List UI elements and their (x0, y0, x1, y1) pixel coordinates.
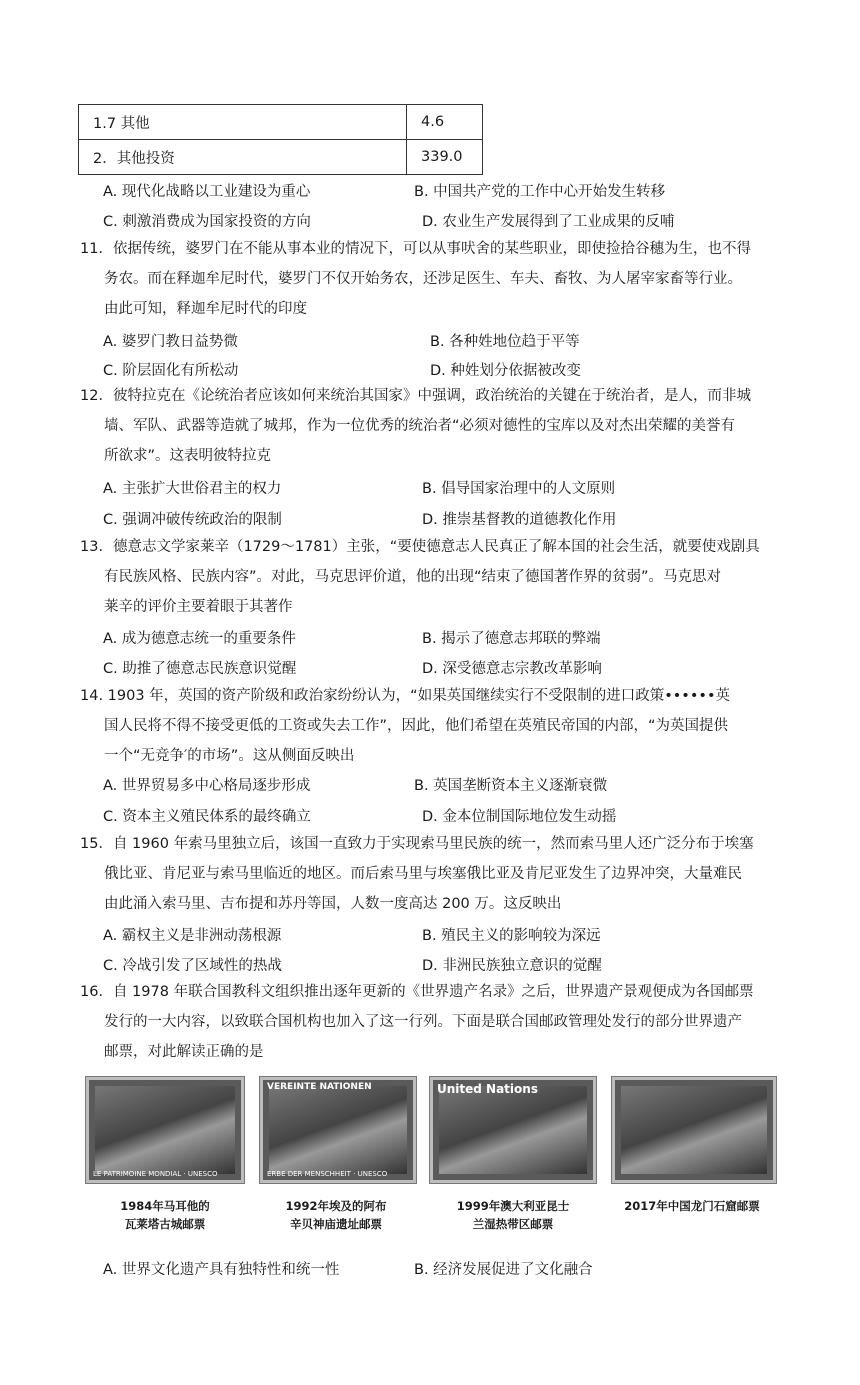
stamp-image (439, 1086, 587, 1174)
q15-option-d: D. 非洲民族独立意识的觉醒 (422, 958, 602, 974)
stamp-footer: ERBE DER MENSCHHEIT · UNESCO (267, 1170, 388, 1178)
q16-option-b: B. 经济发展促进了文化融合 (414, 1262, 593, 1278)
q13-option-d: D. 深受德意志宗教改革影响 (422, 661, 602, 677)
q10-option-c: C. 刺激消费成为国家投资的方向 (103, 214, 311, 230)
table-cell-value: 339.0 (407, 140, 483, 175)
q14-option-b: B. 英国垄断资本主义逐渐衰微 (414, 778, 608, 794)
q10-option-b: B. 中国共产党的工作中心开始发生转移 (414, 184, 666, 200)
q10-option-a: A. 现代化战略以工业建设为重心 (103, 184, 311, 200)
q16-option-a: A. 世界文化遗产具有独特性和统一性 (103, 1262, 340, 1278)
stamp-valletta (86, 1077, 244, 1183)
stamp-caption-line: 辛贝神庙遗址邮票 (290, 1217, 382, 1231)
stamp-caption-line: 2017年中国龙门石窟邮票 (624, 1199, 760, 1213)
stamp-caption-line: 1992年埃及的阿布 (285, 1199, 387, 1213)
question-text-line: 由此可知，释迦牟尼时代的印度 (104, 301, 307, 317)
stamp-header: United Nations (437, 1082, 538, 1096)
question-text-line: 务农。而在释迦牟尼时代，婆罗门不仅开始务农，还涉足医生、车夫、畜牧、为人屠宰家畜等行业。 (104, 271, 742, 287)
question-16 (80, 977, 754, 1067)
question-text-line: 国人民将不得不接受更低的工资或失去工作”，因此，他们希望在英殖民帝国的内部，“为英国提供 (104, 718, 729, 734)
q14-option-a: A. 世界贸易多中心格局逐步形成 (103, 778, 311, 794)
question-11 (80, 234, 751, 324)
question-text-line: 由此涌入索马里、吉布提和苏丹等国，人数一度高达 200 万。这反映出 (104, 896, 562, 912)
q12-option-a: A. 主张扩大世俗君主的权力 (103, 481, 282, 497)
stamp-caption (606, 1197, 778, 1215)
q14-option-d: D. 金本位制国际地位发生动摇 (422, 809, 617, 825)
stamp-longmen (612, 1077, 776, 1183)
q15-option-c: C. 冷战引发了区域性的热战 (103, 958, 282, 974)
q11-option-a: A. 婆罗门教日益势微 (103, 334, 238, 350)
question-13 (80, 532, 760, 622)
question-text-line: 11．依据传统，婆罗门在不能从事本业的情况下，可以从事吠舍的某些职业，即使捡拾谷穗为生，也不得 (80, 241, 751, 257)
q13-option-c: C. 助推了德意志民族意识觉醒 (103, 661, 297, 677)
q12-option-c: C. 强调冲破传统政治的限制 (103, 512, 282, 528)
stamp-caption-line: 兰湿热带区邮票 (472, 1217, 554, 1231)
stamp-image (621, 1086, 767, 1174)
stamp-footer: LE PATRIMOINE MONDIAL · UNESCO (93, 1170, 218, 1178)
question-15 (80, 829, 754, 919)
q12-option-b: B. 倡导国家治理中的人文原则 (422, 481, 616, 497)
question-text-line: 发行的一大内容，以致联合国机构也加入了这一行列。下面是联合国邮政管理处发行的部分世界遗产 (104, 1014, 742, 1030)
q10-option-d: D. 农业生产发展得到了工业成果的反哺 (422, 214, 675, 230)
q12-option-d: D. 推崇基督教的道德教化作用 (422, 512, 617, 528)
question-text-line: 一个“无竞争′的市场”。这从侧面反映出 (104, 748, 355, 764)
q11-option-b: B. 各种姓地位趋于平等 (430, 334, 580, 350)
stamp-caption-line: 瓦莱塔古城邮票 (124, 1217, 206, 1231)
question-text-line: 有民族风格、民族内容”。对此，马克思评价道，他的出现“结束了德国著作界的贫弱”。马克思对 (104, 569, 722, 585)
stamp-caption-line: 1999年澳大利亚昆士 (456, 1199, 570, 1213)
stamp-image (269, 1086, 407, 1174)
stamp-caption (430, 1197, 596, 1233)
q14-option-c: C. 资本主义殖民体系的最终确立 (103, 809, 311, 825)
stamp-caption (258, 1197, 414, 1233)
q15-option-b: B. 殖民主义的影响较为深远 (422, 928, 601, 944)
question-text-line: 14. 1903 年，英国的资产阶级和政治家纷纷认为，“如果英国继续实行不受限制的进口政策••••••英 (80, 688, 731, 704)
question-text-line: 13．德意志文学家莱辛（1729～1781）主张，“要使德意志人民真正了解本国的社会生活，就要使戏剧具 (80, 539, 760, 555)
question-text-line: 俄比亚、肯尼亚与索马里临近的地区。而后索马里与埃塞俄比亚及肯尼亚发生了边界冲突，大量难民 (104, 866, 742, 882)
table-cell-label: 1.7 其他 (79, 105, 407, 140)
question-text-line: 墙、军队、武器等造就了城邦，作为一位优秀的统治者“必须对德性的宝库以及对杰出荣耀的美誉有 (104, 418, 736, 434)
question-text-line: 15．自 1960 年索马里独立后，该国一直致力于实现索马里民族的统一，然而索马里人还广泛分布于埃塞 (80, 836, 754, 852)
stamp-abu-simbel (260, 1077, 416, 1183)
question-14 (80, 681, 730, 771)
table-row (79, 105, 483, 140)
stamp-image (95, 1086, 235, 1174)
question-text-line: 莱辛的评价主要着眼于其著作 (104, 599, 293, 615)
investment-table (78, 104, 483, 175)
question-text-line: 邮票，对此解读正确的是 (104, 1044, 264, 1060)
q11-option-d: D. 种姓划分依据被改变 (430, 363, 581, 379)
q13-option-b: B. 揭示了德意志邦联的弊端 (422, 631, 601, 647)
stamp-caption-line: 1984年马耳他的 (120, 1199, 210, 1213)
question-12 (80, 381, 751, 471)
table-cell-label: 2．其他投资 (79, 140, 407, 175)
table-cell-value: 4.6 (407, 105, 483, 140)
question-text-line: 所欲求”。这表明彼特拉克 (104, 448, 272, 464)
stamp-caption (86, 1197, 244, 1233)
q15-option-a: A. 霸权主义是非洲动荡根源 (103, 928, 282, 944)
question-text-line: 16．自 1978 年联合国教科文组织推出逐年更新的《世界遗产名录》之后，世界遗产景观便成为各国邮票 (80, 984, 754, 1000)
stamp-queensland (430, 1077, 596, 1183)
q13-option-a: A. 成为德意志统一的重要条件 (103, 631, 296, 647)
stamp-header: VEREINTE NATIONEN (267, 1082, 372, 1092)
table-row (79, 140, 483, 175)
question-text-line: 12．彼特拉克在《论统治者应该如何来统治其国家》中强调，政治统治的关键在于统治者，是人，而非城 (80, 388, 751, 404)
q11-option-c: C. 阶层固化有所松动 (103, 363, 239, 379)
